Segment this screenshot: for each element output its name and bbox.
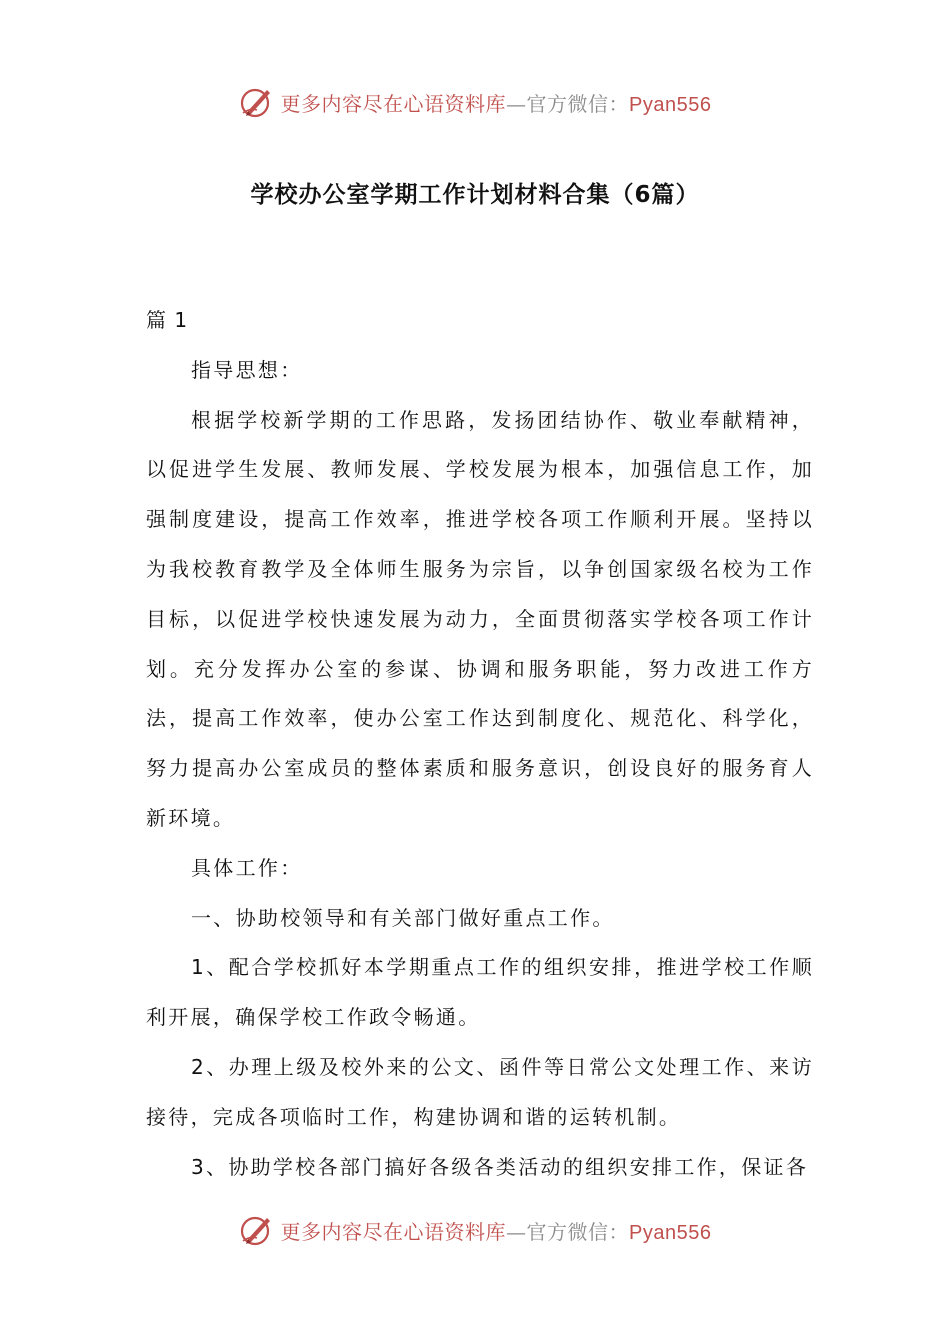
pen-circle-icon [239, 84, 275, 120]
document-body [146, 296, 814, 1192]
watermark-official: 官方微信： [526, 91, 630, 116]
paragraph-item-1-3: 3、协助学校各部门搞好各级各类活动的组织安排工作，保证各 [191, 1154, 809, 1179]
watermark-text [281, 88, 712, 117]
paragraph-guideline-body: 根据学校新学期的工作思路，发扬团结协作、敬业奉献精神，以促进学生发展、教师发展、学校发展为根本，加强信息工作，加强制度建设，提高工作效率，推进学校各项工作顺利开展。坚持以为我校教育教学及全体师生服务为宗旨，以争创国家级名校为工作目标，以促进学校快速发展为动力，全面贯彻落实学校各项工作计划。充分发挥办公室的参谋、协调和服务职能，努力改进工作方法，提高工作效率，使办公室工作达到制度化、规范化、科学化，努力提高办公室成员的整体素质和服务意识，创设良好的服务育人新环境。 [146, 407, 814, 830]
watermark-dash: — [506, 1219, 527, 1244]
watermark-dash: — [506, 91, 527, 116]
watermark-official: 官方微信： [526, 1219, 630, 1244]
paragraph-heading-tasks: 具体工作： [191, 855, 303, 880]
watermark-main: 更多内容尽在心语资料库 [280, 91, 507, 116]
watermark-id: Pyan556 [629, 93, 712, 116]
footer-watermark [0, 1208, 950, 1252]
paragraph-item-1-2: 2、办理上级及校外来的公文、函件等日常公文处理工作、来访接待，完成各项临时工作，构建协调和谐的运转机制。 [146, 1054, 814, 1129]
header-watermark [0, 80, 950, 124]
paragraph-item-1-1: 1、配合学校抓好本学期重点工作的组织安排，推进学校工作顺利开展，确保学校工作政令畅通。 [146, 955, 814, 1030]
pen-circle-icon [239, 1212, 275, 1248]
watermark-id: Pyan556 [629, 1221, 712, 1244]
paragraph-heading-guideline: 指导思想： [191, 357, 303, 382]
document-title: 学校办公室学期工作计划材料合集（6篇） [250, 182, 700, 208]
section-label: 篇 1 [146, 308, 189, 332]
paragraph-item-1-heading: 一、协助校领导和有关部门做好重点工作。 [191, 905, 615, 930]
watermark-text [281, 1216, 712, 1245]
watermark-main: 更多内容尽在心语资料库 [280, 1219, 507, 1244]
